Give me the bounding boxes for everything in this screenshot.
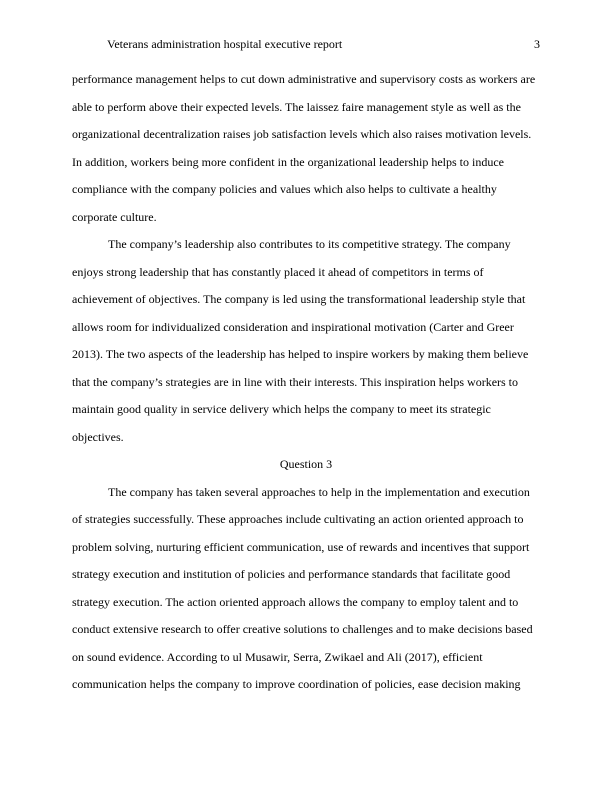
text-line: objectives. <box>72 429 124 444</box>
text-line: maintain good quality in service delivery which helps the company to meet its strategic <box>72 402 491 416</box>
text-line: 2013). The two aspects of the leadership has helped to inspire workers by making them believe <box>72 347 529 361</box>
text-line: allows room for individualized consideration and inspirational motivation (Carter and Greer <box>72 319 514 334</box>
text-line: enjoys strong leadership that has constantly placed it ahead of competitors in terms of <box>72 264 484 279</box>
text-line: of strategies successfully. These approaches include cultivating an action oriented approach to <box>72 512 524 526</box>
text-line: that the company’s strategies are in line with their interests. This inspiration helps workers to <box>72 374 519 389</box>
page-number: 3 <box>534 37 540 51</box>
text-line: conduct extensive research to offer creative solutions to challenges and to make decisions based <box>72 622 533 636</box>
text-line: In addition, workers being more confident in the organizational leadership helps to induce <box>72 154 504 169</box>
text-line: organizational decentralization raises job satisfaction levels which also raises motivation levels. <box>72 127 532 141</box>
text-line: strategy execution and institution of policies and performance standards that facilitate good <box>72 567 511 581</box>
text-line: strategy execution. The action oriented approach allows the company to employ talent and to <box>72 594 519 609</box>
text-line: on sound evidence. According to ul Musawir, Serra, Zwikael and Ali (2017), efficient <box>72 649 483 664</box>
paragraph-continuation <box>72 66 540 231</box>
text-line: compliance with the company policies and values which also helps to cultivate a healthy <box>72 182 497 196</box>
text-line: able to perform above their expected levels. The laissez faire management style as well as the <box>72 99 521 114</box>
page-header <box>107 36 540 52</box>
paragraph-strategy-execution <box>72 479 540 699</box>
section-heading: Question 3 <box>279 457 333 471</box>
running-head-title: Veterans administration hospital executive report <box>107 37 343 51</box>
text-line: performance management helps to cut down administrative and supervisory costs as workers are <box>72 72 536 86</box>
paragraph-leadership <box>72 231 540 451</box>
text-line: The company has taken several approaches to help in the implementation and execution <box>108 484 530 499</box>
text-line: achievement of objectives. The company is led using the transformational leadership style that <box>72 292 526 306</box>
text-line: problem solving, nurturing efficient communication, use of rewards and incentives that support <box>72 539 530 554</box>
document-body <box>72 66 540 699</box>
text-line: The company’s leadership also contributes to its competitive strategy. The company <box>108 237 511 251</box>
text-line: corporate culture. <box>72 209 157 224</box>
text-line: communication helps the company to improve coordination of policies, ease decision making <box>72 677 521 691</box>
